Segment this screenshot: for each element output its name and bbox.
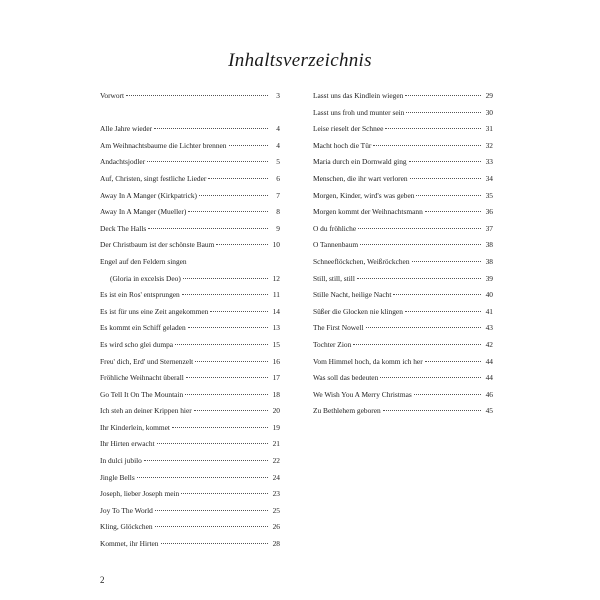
- toc-leader-dots: [216, 244, 268, 245]
- toc-leader-dots: [229, 145, 268, 146]
- toc-leader-dots: [182, 294, 268, 295]
- toc-entry-title: Fröhliche Weihnacht überall: [100, 373, 184, 383]
- toc-entry[interactable]: [100, 420, 280, 437]
- toc-leader-dots: [405, 95, 481, 96]
- toc-entry-title: Tochter Zion: [313, 339, 352, 349]
- toc-entry-page: 4: [276, 140, 280, 150]
- toc-entry-page: 26: [272, 522, 280, 532]
- toc-entry-page: 5: [276, 157, 280, 167]
- toc-entry[interactable]: [100, 188, 280, 205]
- toc-leader-dots: [393, 294, 481, 295]
- toc-entry-title: Morgen kommt der Weihnachtsmann: [313, 207, 423, 217]
- toc-entry-page: 13: [272, 323, 280, 333]
- toc-entry-page: 21: [272, 439, 280, 449]
- toc-entry[interactable]: [100, 354, 280, 371]
- toc-entry[interactable]: [313, 138, 493, 155]
- toc-leader-dots: [155, 510, 268, 511]
- toc-entry-page: 9: [276, 223, 280, 233]
- toc-entry-page: 25: [272, 505, 280, 515]
- toc-entry[interactable]: [100, 503, 280, 520]
- toc-entry[interactable]: [100, 304, 280, 321]
- toc-entry[interactable]: [100, 337, 280, 354]
- toc-leader-dots: [405, 311, 481, 312]
- toc-entry-title: Vom Himmel hoch, da komm ich her: [313, 356, 423, 366]
- toc-entry-title: O Tannenbaum: [313, 240, 359, 250]
- toc-entry-title: Es kommt ein Schiff geladen: [100, 323, 186, 333]
- toc-entry-page: 38: [485, 256, 493, 266]
- toc-leader-dots: [161, 543, 269, 544]
- toc-entry-title: Kommet, ihr Hirten: [100, 539, 159, 549]
- toc-entry-title: Menschen, die ihr wart verloren: [313, 173, 408, 183]
- toc-entry-page: 19: [272, 422, 280, 432]
- toc-entry-page: 17: [272, 373, 280, 383]
- toc-entry-page: 44: [485, 373, 493, 383]
- toc-entry[interactable]: [313, 304, 493, 321]
- toc-leader-dots: [410, 178, 481, 179]
- toc-entry[interactable]: [313, 237, 493, 254]
- toc-entry-page: 11: [272, 290, 280, 300]
- toc-leader-dots: [373, 145, 481, 146]
- toc-entry[interactable]: [313, 337, 493, 354]
- toc-entry[interactable]: [313, 254, 493, 271]
- toc-leader-dots: [188, 211, 268, 212]
- toc-leader-dots: [154, 128, 268, 129]
- toc-entry[interactable]: [100, 287, 280, 304]
- toc-entry-title: Jingle Bells: [100, 472, 135, 482]
- toc-entry-title: The First Nowell: [313, 323, 364, 333]
- toc-entry-page: 31: [485, 124, 493, 134]
- toc-leader-dots: [416, 195, 481, 196]
- toc-entry-title: Away In A Manger (Kirkpatrick): [100, 190, 198, 200]
- toc-entry-title: Away In A Manger (Mueller): [100, 207, 187, 217]
- toc-right-column: [313, 88, 493, 420]
- toc-entry-title: Zu Bethlehem geboren: [313, 406, 381, 416]
- toc-leader-dots: [409, 161, 481, 162]
- toc-leader-dots: [414, 394, 481, 395]
- toc-entry-title: Schneeflöckchen, Weißröckchen: [313, 256, 410, 266]
- toc-entry-title: Auf, Christen, singt festliche Lieder: [100, 173, 207, 183]
- toc-entry-page: 38: [485, 240, 493, 250]
- toc-entry-page: 22: [272, 456, 280, 466]
- toc-entry-title: Engel auf den Feldern singen: [100, 256, 187, 266]
- toc-leader-dots: [353, 344, 481, 345]
- toc-entry[interactable]: [100, 536, 280, 553]
- toc-entry[interactable]: [313, 188, 493, 205]
- toc-entry-title: Still, still, still: [313, 273, 355, 283]
- toc-entry-page: 37: [485, 223, 493, 233]
- toc-leader-dots: [147, 161, 268, 162]
- toc-leader-dots: [155, 526, 268, 527]
- toc-leader-dots: [157, 443, 268, 444]
- toc-entry-title: We Wish You A Merry Christmas: [313, 389, 412, 399]
- toc-entry[interactable]: [100, 88, 280, 105]
- toc-entry-title: (Gloria in excelsis Deo): [110, 273, 181, 283]
- toc-entry-page: 12: [272, 273, 280, 283]
- toc-entry-title: O du fröhliche: [313, 223, 357, 233]
- toc-entry-title: Es ist für uns eine Zeit angekommen: [100, 306, 209, 316]
- toc-entry-title: Morgen, Kinder, wird's was geben: [313, 190, 415, 200]
- toc-entry-title: Go Tell It On The Mountain: [100, 389, 184, 399]
- page-number: 2: [100, 575, 105, 585]
- toc-leader-dots: [406, 112, 481, 113]
- toc-entry-page: 33: [485, 157, 493, 167]
- toc-entry[interactable]: [313, 105, 493, 122]
- toc-entry[interactable]: [100, 436, 280, 453]
- toc-leader-dots: [148, 228, 268, 229]
- toc-entry-page: 44: [485, 356, 493, 366]
- toc-entry-title: Es ist ein Ros' entsprungen: [100, 290, 180, 300]
- toc-entry[interactable]: [313, 354, 493, 371]
- toc-entry-page: 4: [276, 124, 280, 134]
- toc-entry-page: 29: [485, 91, 493, 100]
- toc-entry-title: Ich steh an deiner Krippen hier: [100, 406, 192, 416]
- toc-leader-dots: [199, 195, 268, 196]
- toc-entry-title: Freu' dich, Erd' und Sternenzelt: [100, 356, 194, 366]
- toc-entry[interactable]: [313, 320, 493, 337]
- toc-entry-page: 14: [272, 306, 280, 316]
- toc-entry[interactable]: [313, 171, 493, 188]
- toc-entry-title: Lasst uns froh und munter sein: [313, 107, 405, 117]
- toc-entry-title: Maria durch ein Dornwald ging: [313, 157, 407, 167]
- toc-entry-title: Stille Nacht, heilige Nacht: [313, 290, 392, 300]
- toc-entry-page: 36: [485, 207, 493, 217]
- toc-leader-dots: [126, 95, 268, 96]
- page-title: Inhaltsverzeichnis: [228, 50, 372, 71]
- toc-entry[interactable]: [100, 519, 280, 536]
- toc-entry-title: Andachtsjodler: [100, 157, 146, 167]
- toc-entry-page: 39: [485, 273, 493, 283]
- toc-entry[interactable]: [100, 320, 280, 337]
- toc-leader-dots: [195, 361, 268, 362]
- toc-entry-page: 15: [272, 339, 280, 349]
- toc-leader-dots: [412, 261, 481, 262]
- toc-entry-page: 10: [272, 240, 280, 250]
- toc-leader-dots: [360, 244, 481, 245]
- toc-entry-page: 40: [485, 290, 493, 300]
- toc-entry[interactable]: [100, 370, 280, 387]
- toc-leader-dots: [208, 178, 268, 179]
- toc-entry[interactable]: [313, 387, 493, 404]
- toc-leader-dots: [210, 311, 268, 312]
- toc-entry[interactable]: [313, 403, 493, 420]
- toc-leader-dots: [357, 278, 481, 279]
- toc-entry-page: 45: [485, 406, 493, 416]
- toc-leader-dots: [137, 477, 268, 478]
- toc-entry[interactable]: [100, 204, 280, 221]
- toc-entry-title: Der Christbaum ist der schönste Baum: [100, 240, 215, 250]
- toc-entry-page: 16: [272, 356, 280, 366]
- toc-entry-title: Deck The Halls: [100, 223, 147, 233]
- toc-entry-page: 20: [272, 406, 280, 416]
- toc-entry-title: Kling, Glöckchen: [100, 522, 153, 532]
- toc-entry[interactable]: [100, 486, 280, 503]
- toc-entry[interactable]: [100, 387, 280, 404]
- toc-entry[interactable]: [100, 254, 280, 271]
- toc-entry[interactable]: [313, 221, 493, 238]
- toc-entry-page: 3: [276, 91, 280, 100]
- toc-entry-page: 7: [276, 190, 280, 200]
- toc-entry-title: Alle Jahre wieder: [100, 124, 153, 134]
- toc-leader-dots: [385, 128, 481, 129]
- toc-entry-page: 42: [485, 339, 493, 349]
- toc-entry-title: Lasst uns das Kindlein wiegen: [313, 91, 404, 100]
- toc-leader-dots: [185, 394, 268, 395]
- toc-leader-dots: [172, 427, 268, 428]
- toc-spacer: [100, 105, 280, 122]
- toc-entry[interactable]: [313, 121, 493, 138]
- toc-entry-title: Ihr Kinderlein, kommet: [100, 422, 170, 432]
- toc-entry[interactable]: [100, 171, 280, 188]
- toc-left-column: [100, 88, 280, 553]
- toc-entry[interactable]: [100, 403, 280, 420]
- toc-entry[interactable]: [313, 204, 493, 221]
- toc-entry-page: 41: [485, 306, 493, 316]
- toc-leader-dots: [181, 493, 268, 494]
- toc-leader-dots: [175, 344, 268, 345]
- toc-entry[interactable]: [100, 154, 280, 171]
- toc-entry-page: 18: [272, 389, 280, 399]
- toc-entry[interactable]: [100, 221, 280, 238]
- toc-entry-page: 35: [485, 190, 493, 200]
- toc-entry[interactable]: [313, 271, 493, 288]
- toc-leader-dots: [144, 460, 268, 461]
- toc-entry-title: Macht hoch die Tür: [313, 140, 372, 150]
- toc-entry-page: 43: [485, 323, 493, 333]
- toc-leader-dots: [425, 361, 481, 362]
- toc-leader-dots: [183, 278, 268, 279]
- toc-entry[interactable]: [100, 453, 280, 470]
- toc-leader-dots: [383, 410, 481, 411]
- toc-entry-page: 28: [272, 539, 280, 549]
- toc-entry-page: 30: [485, 107, 493, 117]
- toc-entry-page: 8: [276, 207, 280, 217]
- toc-leader-dots: [358, 228, 481, 229]
- toc-entry[interactable]: [100, 138, 280, 155]
- toc-leader-dots: [380, 377, 481, 378]
- toc-entry-page: 34: [485, 173, 493, 183]
- toc-entry-title: Joy To The World: [100, 505, 153, 515]
- toc-leader-dots: [186, 377, 268, 378]
- toc-leader-dots: [366, 327, 482, 328]
- toc-entry[interactable]: [313, 88, 493, 105]
- toc-entry-page: 32: [485, 140, 493, 150]
- toc-entry-title: Leise rieselt der Schnee: [313, 124, 384, 134]
- toc-entry-title: Joseph, lieber Joseph mein: [100, 489, 180, 499]
- toc-entry-title: Ihr Hirten erwacht: [100, 439, 155, 449]
- toc-entry-title: Was soll das bedeuten: [313, 373, 379, 383]
- toc-entry-title: Süßer die Glocken nie klingen: [313, 306, 403, 316]
- toc-entry[interactable]: [313, 287, 493, 304]
- toc-entry-title: In dulci jubilo: [100, 456, 142, 466]
- toc-entry[interactable]: [100, 237, 280, 254]
- toc-entry[interactable]: [100, 121, 280, 138]
- toc-entry-page: 23: [272, 489, 280, 499]
- toc-entry-title: Am Weihnachtsbaume die Lichter brennen: [100, 140, 227, 150]
- toc-entry-page: 46: [485, 389, 493, 399]
- toc-leader-dots: [194, 410, 268, 411]
- toc-entry-title: Vorwort: [100, 91, 125, 100]
- toc-entry-page: 24: [272, 472, 280, 482]
- toc-entry-title: Es wird scho glei dumpa: [100, 339, 174, 349]
- toc-leader-dots: [188, 327, 268, 328]
- toc-entry[interactable]: [313, 370, 493, 387]
- toc-entry[interactable]: [100, 271, 280, 288]
- toc-entry[interactable]: [100, 470, 280, 487]
- toc-entry-page: 6: [276, 173, 280, 183]
- toc-entry[interactable]: [313, 154, 493, 171]
- toc-leader-dots: [425, 211, 481, 212]
